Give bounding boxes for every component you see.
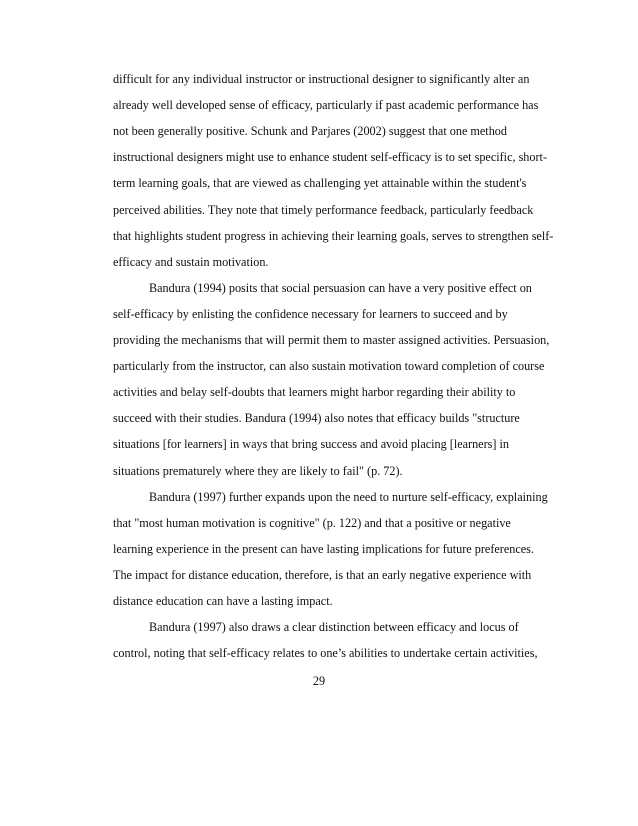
text-line: situations [for learners] in ways that bring success and avoid placing [learners] in	[113, 437, 509, 452]
page-number: 29	[312, 674, 326, 689]
text-line: learning experience in the present can have lasting implications for future preferences.	[113, 541, 534, 556]
text-line: perceived abilities. They note that timely performance feedback, particularly feedback	[113, 202, 534, 217]
text-line: succeed with their studies. Bandura (1994) also notes that efficacy builds "structure	[113, 411, 520, 426]
text-line: not been generally positive. Schunk and Parjares (2002) suggest that one method	[113, 124, 507, 139]
paragraph-first-line: Bandura (1994) posits that social persuasion can have a very positive effect on	[149, 280, 532, 295]
text-line: control, noting that self-efficacy relates to one’s abilities to undertake certain activities,	[113, 646, 538, 661]
text-line: already well developed sense of efficacy, particularly if past academic performance has	[113, 98, 539, 113]
text-line: The impact for distance education, therefore, is that an early negative experience with	[113, 567, 532, 582]
text-line: that "most human motivation is cognitive" (p. 122) and that a positive or negative	[113, 515, 511, 530]
paragraph-first-line: Bandura (1997) also draws a clear distinction between efficacy and locus of	[149, 620, 519, 635]
text-line: providing the mechanisms that will permit them to master assigned activities. Persuasion,	[113, 333, 550, 347]
text-line: self-efficacy by enlisting the confidence necessary for learners to succeed and by	[113, 306, 508, 321]
text-line: that highlights student progress in achieving their learning goals, serves to strengthen self-	[113, 228, 554, 243]
text-line: distance education can have a lasting impact.	[113, 594, 333, 608]
text-line: efficacy and sustain motivation.	[113, 254, 269, 269]
text-line: situations prematurely where they are likely to fail" (p. 72).	[113, 463, 403, 478]
text-line: difficult for any individual instructor or instructional designer to significantly alter an	[113, 72, 530, 86]
text-line: activities and belay self-doubts that learners might harbor regarding their ability to	[113, 385, 516, 400]
text-line: term learning goals, that are viewed as challenging yet attainable within the student's	[113, 176, 527, 191]
text-line: instructional designers might use to enhance student self-efficacy is to set specific, short-	[113, 150, 548, 165]
text-line: particularly from the instructor, can also sustain motivation toward completion of course	[113, 359, 545, 374]
paragraph-first-line: Bandura (1997) further expands upon the need to nurture self-efficacy, explaining	[149, 489, 548, 504]
